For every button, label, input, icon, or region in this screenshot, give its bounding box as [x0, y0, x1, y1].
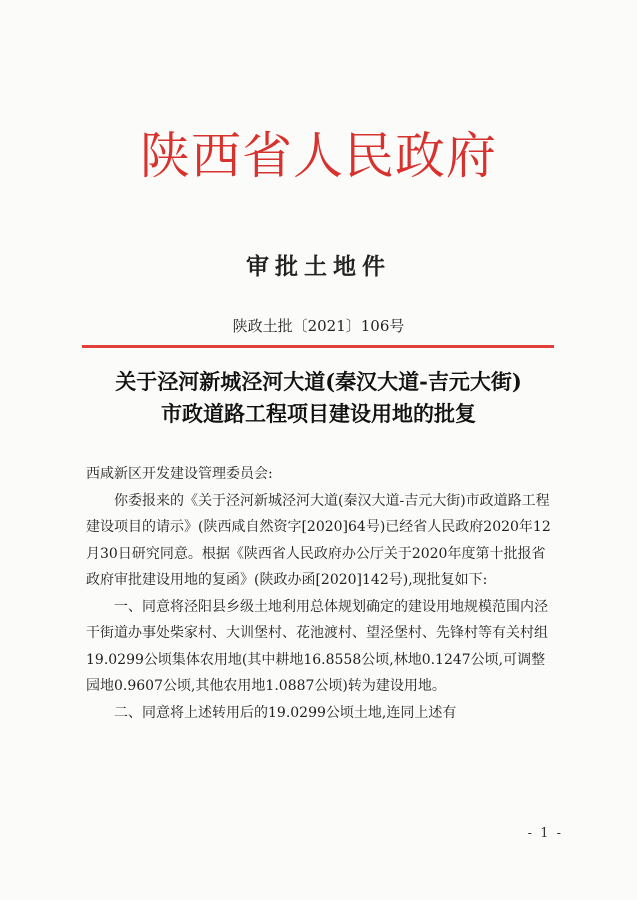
- body-paragraph-1: 你委报来的《关于泾河新城泾河大道(秦汉大道-吉元大街)市政道路工程建设项目的请示》(陕西咸自然资字[2020]64号)已经省人民政府2020年12月30日研究同意。根据《陕西省人民政府办公厅关于2020年度第十批报省政府审批建设用地的复函》(陕政办函[2020]142号),现批复如下:: [86, 492, 551, 588]
- subject-line-1: 关于泾河新城泾河大道(秦汉大道-吉元大街): [115, 369, 522, 394]
- document-number: 陕政土批〔2021〕106号: [232, 317, 405, 335]
- body-paragraph-2: 一、同意将泾阳县乡级土地利用总体规划确定的建设用地规模范围内泾干街道办事处柴家村、大训堡村、花池渡村、望泾堡村、先锋村等有关村组19.0299公顷集体农用地(其中耕地16.8558公顷,林地0.1247公顷,可调整园地0.9607公顷,其他农用地1.0887公顷)转为建设用地。: [86, 598, 548, 694]
- document-body: [86, 461, 554, 726]
- addressee: 西咸新区开发建设管理委员会:: [86, 466, 273, 482]
- body-paragraph-3: 二、同意将上述转用后的19.0299公顷土地,连同上述有: [114, 704, 457, 721]
- document-type-label: 审批土地件: [246, 253, 391, 280]
- subject-line-2: 市政道路工程项目建设用地的批复: [161, 401, 476, 426]
- red-divider-line: [82, 345, 554, 348]
- document-subject: [70, 366, 567, 430]
- government-name-heading: 陕西省人民政府: [140, 127, 497, 185]
- page-number: - 1 -: [527, 826, 563, 841]
